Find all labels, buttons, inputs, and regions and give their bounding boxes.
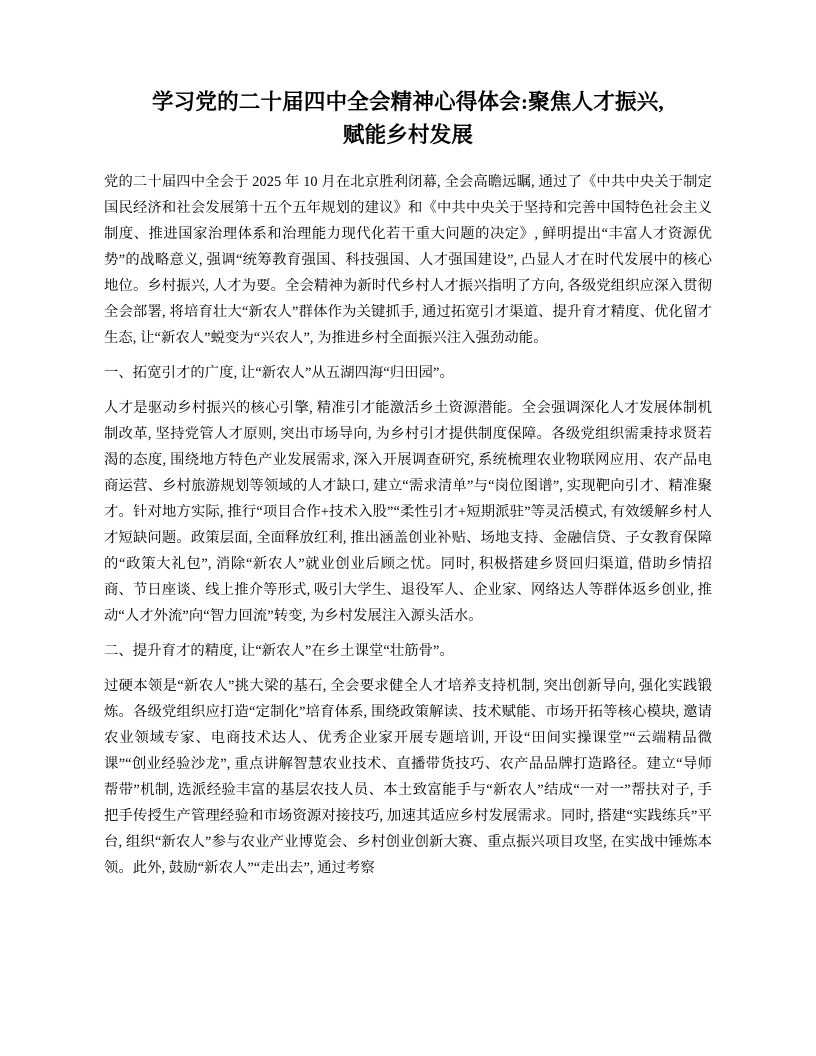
body-paragraph: 党的二十届四中全会于 2025 年 10 月在北京胜利闭幕, 全会高瞻远瞩, 通过了《中共中央关于制定国民经济和社会发展第十五个五年规划的建议》和《中共中央关于坚持和完善中国特色社会主义制度、推进国家治理体系和治理能力现代化若干重大问题的决定》, 鲜明提出“丰富人才资源优势”的战略意义, 强调“统筹教育强国、科技强国、人才强国建设”, 凸显人才在时代发展中的核心地位。乡村振兴, 人才为要。全会精神为新时代乡村人才振兴指明了方向, 各级党组织应深入贯彻全会部署, 将培育壮大“新农人”群体作为关键抓手, 通过拓宽引才渠道、提升育才精度、优化留才生态, 让“新农人”蜕变为“兴农人”, 为推进乡村全面振兴注入强劲动能。 xyxy=(104,173,712,346)
body-paragraph: 人才是驱动乡村振兴的核心引擎, 精准引才能激活乡土资源潜能。全会强调深化人才发展体制机制改革, 坚持党管人才原则, 突出市场导向, 为乡村引才提供制度保障。各级党组织需秉持求贤若渴的态度, 围绕地方特色产业发展需求, 深入开展调查研究, 系统梳理农业物联网应用、农产品电商运营、乡村旅游规划等领域的人才缺口, 建立“需求清单”与“岗位图谱”, 实现靶向引才、精准聚才。针对地方实际, 推行“项目合作+技术入股”“柔性引才+短期派驻”等灵活模式, 有效缓解乡村人才短缺问题。政策层面, 全面释放红利, 推出涵盖创业补贴、场地支持、金融信贷、子女教育保障的“政策大礼包”, 消除“新农人”就业创业后顾之忧。同时, 积极搭建乡贤回归渠道, 借助乡情招商、节日座谈、线上推介等形式, 吸引大学生、退役军人、企业家、网络达人等群体返乡创业, 推动“人才外流”向“智力回流”转变, 为乡村发展注入源头活水。 xyxy=(104,399,712,624)
title-line-1: 学习党的二十届四中全会精神心得体会:聚焦人才振兴, xyxy=(151,90,665,114)
section-heading-2: 二、提升育才的精度, 让“新农人”在乡土课堂“壮筋骨”。 xyxy=(104,642,454,659)
page-title xyxy=(104,86,712,153)
section-heading-1: 一、拓宽引才的广度, 让“新农人”从五湖四海“归田园”。 xyxy=(104,364,454,381)
body-paragraph: 过硬本领是“新农人”挑大梁的基石, 全会要求健全人才培养支持机制, 突出创新导向, 强化实践锻炼。各级党组织应打造“定制化”培育体系, 围绕政策解读、技术赋能、市场开拓等核心模块, 邀请农业领域专家、电商技术达人、优秀企业家开展专题培训, 开设“田间实操课堂”“云端精品微课”“创业经验沙龙”, 重点讲解智慧农业技术、直播带货技巧、农产品品牌打造路径。建立“导师帮带”机制, 选派经验丰富的基层农技人员、本土致富能手与“新农人”结成“一对一”帮扶对子, 手把手传授生产管理经验和市场资源对接技巧, 加速其适应乡村发展需求。同时, 搭建“实践练兵”平台, 组织“新农人”参与农业产业博览会、乡村创业创新大赛、重点振兴项目攻坚, 在实战中锤炼本领。此外, 鼓励“新农人”“走出去”, 通过考察 xyxy=(104,677,712,877)
title-line-2: 赋能乡村发展 xyxy=(342,123,474,148)
